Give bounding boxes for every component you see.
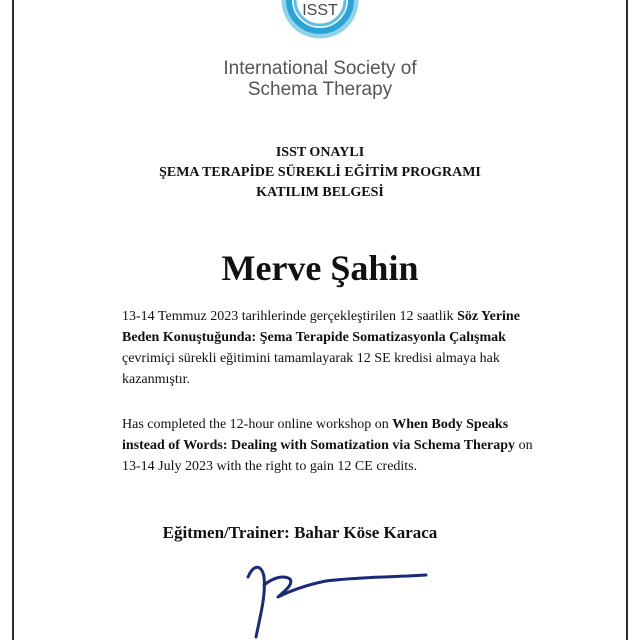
certificate-heading-line-2: ŞEMA TERAPİDE SÜREKLİ EĞİTİM PROGRAMI	[159, 165, 481, 180]
certificate-heading-line-1: ISST ONAYLI	[275, 145, 365, 160]
trainer-signature	[230, 555, 430, 640]
recipient-name: Merve Şahin	[221, 248, 419, 288]
organization-name-line-2: Schema Therapy	[247, 79, 393, 100]
english-course-title: When Body Speaks instead of Words: Dealing with Somatization via Schema Therapy	[122, 417, 516, 453]
organization-name-line-1: International Society of	[223, 58, 417, 79]
turkish-course-title: Söz Yerine Beden Konuştuğunda: Şema Terapide Somatizasyonla Çalışmak	[122, 309, 520, 345]
english-intro-text: Has completed the 12-hour online workshop on	[122, 417, 393, 432]
english-description	[122, 414, 542, 477]
turkish-intro-text: 13-14 Temmuz 2023 tarihlerinde gerçekleştirilen 12 saatlik	[122, 309, 458, 324]
isst-logo	[0, 0, 640, 110]
logo-abbreviation: ISST	[302, 2, 338, 19]
turkish-outro-text: çevrimiçi sürekli eğitimini tamamlayarak 12 SE kredisi almaya hak kazanmıştır.	[122, 351, 500, 387]
turkish-description	[122, 306, 542, 390]
english-outro-text: on 13-14 July 2023 with the right to gain 12 CE credits.	[122, 438, 533, 474]
certificate-heading-line-3: KATILIM BELGESİ	[256, 185, 384, 200]
trainer-line: Eğitmen/Trainer: Bahar Köse Karaca	[162, 523, 438, 542]
